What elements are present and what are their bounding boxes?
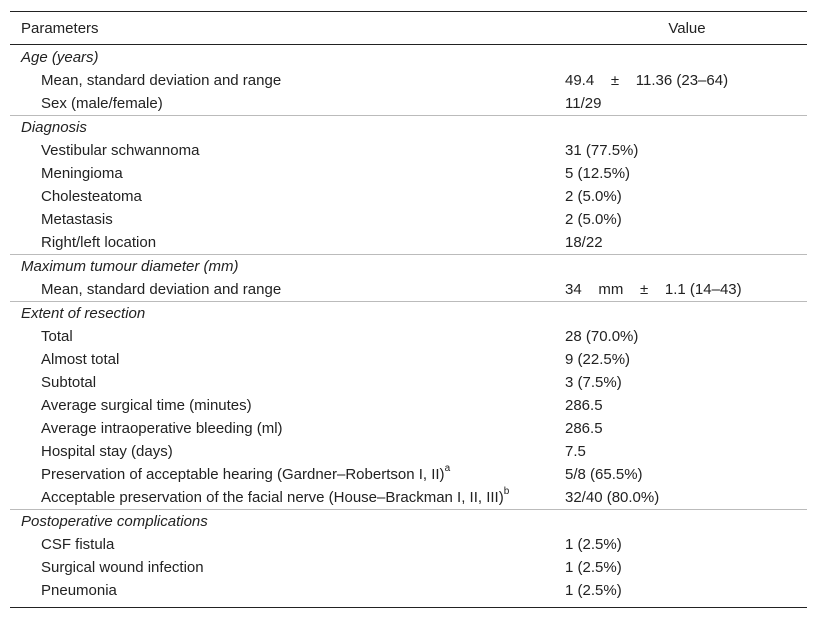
row-label-text: Meningioma (41, 165, 123, 182)
row-value: 1 (2.5%) (565, 559, 622, 576)
table-body (10, 45, 807, 607)
row-label (10, 559, 807, 576)
row-label-text: Subtotal (41, 374, 97, 391)
row-label (10, 420, 807, 437)
row-label (10, 328, 807, 345)
section-title: Age (years) (21, 49, 99, 66)
table-row (10, 371, 807, 394)
table-row (10, 278, 807, 301)
section-title: Extent of resection (21, 305, 146, 322)
row-value: 1 (2.5%) (565, 536, 622, 553)
row-label-text: Almost total (41, 351, 120, 368)
row-label-text: Sex (male/female) (41, 95, 163, 112)
table-row (10, 185, 807, 208)
row-label (10, 443, 807, 460)
row-label (10, 95, 807, 112)
table-row (10, 417, 807, 440)
row-value: 286.5 (565, 420, 603, 437)
footnote-marker: a (444, 463, 451, 474)
table-row (10, 579, 807, 602)
section-row (10, 46, 807, 69)
row-label-text: Vestibular schwannoma (41, 142, 200, 159)
row-value: 7.5 (565, 443, 586, 460)
table-row (10, 394, 807, 417)
row-value: 2 (5.0%) (565, 211, 622, 228)
row-label (10, 188, 807, 205)
row-value: 9 (22.5%) (565, 351, 631, 368)
section-row (10, 115, 807, 139)
row-label-text: Preservation of acceptable hearing (Gardner–Robertson I, II) (41, 466, 445, 483)
table-row (10, 348, 807, 371)
table-row (10, 208, 807, 231)
row-label-text: Total (41, 328, 73, 345)
row-label-text: Surgical wound infection (41, 559, 204, 576)
row-label (10, 397, 807, 414)
row-label-text: Acceptable preservation of the facial nerve (House–Brackman I, II, III) (41, 489, 504, 506)
row-value: 11/29 (565, 95, 602, 112)
table-row (10, 69, 807, 92)
table-row (10, 556, 807, 579)
row-label (10, 374, 807, 391)
table-row (10, 533, 807, 556)
table-row (10, 440, 807, 463)
section-title: Maximum tumour diameter (mm) (21, 258, 239, 275)
section-title: Postoperative complications (21, 513, 208, 530)
row-label (10, 486, 807, 506)
row-value: 34 mm ± 1.1 (14–43) (565, 281, 742, 298)
row-label-text: Average surgical time (minutes) (41, 397, 252, 414)
row-label (10, 142, 807, 159)
row-label-text: Hospital stay (days) (41, 443, 173, 460)
table-row (10, 139, 807, 162)
table-row (10, 92, 807, 115)
table-row (10, 162, 807, 185)
section-title: Diagnosis (21, 119, 87, 136)
row-label-text: CSF fistula (41, 536, 115, 553)
row-label-text: Right/left location (41, 234, 157, 251)
row-value: 286.5 (565, 397, 603, 414)
row-value: 2 (5.0%) (565, 188, 622, 205)
section-row (10, 509, 807, 533)
row-value: 1 (2.5%) (565, 582, 622, 599)
row-value: 18/22 (565, 234, 603, 251)
section-row (10, 301, 807, 325)
table-row (10, 486, 807, 509)
row-label (10, 582, 807, 599)
table-row (10, 231, 807, 254)
row-label (10, 351, 807, 368)
row-label (10, 536, 807, 553)
table-row (10, 463, 807, 486)
row-label (10, 165, 807, 182)
row-label-text: Mean, standard deviation and range (41, 72, 282, 89)
row-label-text: Mean, standard deviation and range (41, 281, 282, 298)
row-label (10, 463, 807, 483)
row-value: 5 (12.5%) (565, 165, 631, 182)
row-value: 49.4 ± 11.36 (23–64) (565, 72, 729, 89)
row-value: 3 (7.5%) (565, 374, 622, 391)
row-value: 32/40 (80.0%) (565, 489, 660, 506)
table-header (10, 12, 807, 45)
row-label-text: Metastasis (41, 211, 113, 228)
row-label-text: Pneumonia (41, 582, 117, 599)
footnote-marker: b (503, 486, 510, 497)
header-value: Value (668, 19, 706, 37)
row-value: 31 (77.5%) (565, 142, 639, 159)
row-label (10, 211, 807, 228)
parameters-table (10, 11, 807, 608)
row-value: 5/8 (65.5%) (565, 466, 643, 483)
table-row (10, 325, 807, 348)
header-parameters: Parameters (21, 19, 99, 37)
row-label (10, 234, 807, 251)
row-label-text: Average intraoperative bleeding (ml) (41, 420, 283, 437)
section-row (10, 254, 807, 278)
row-value: 28 (70.0%) (565, 328, 639, 345)
row-label-text: Cholesteatoma (41, 188, 142, 205)
